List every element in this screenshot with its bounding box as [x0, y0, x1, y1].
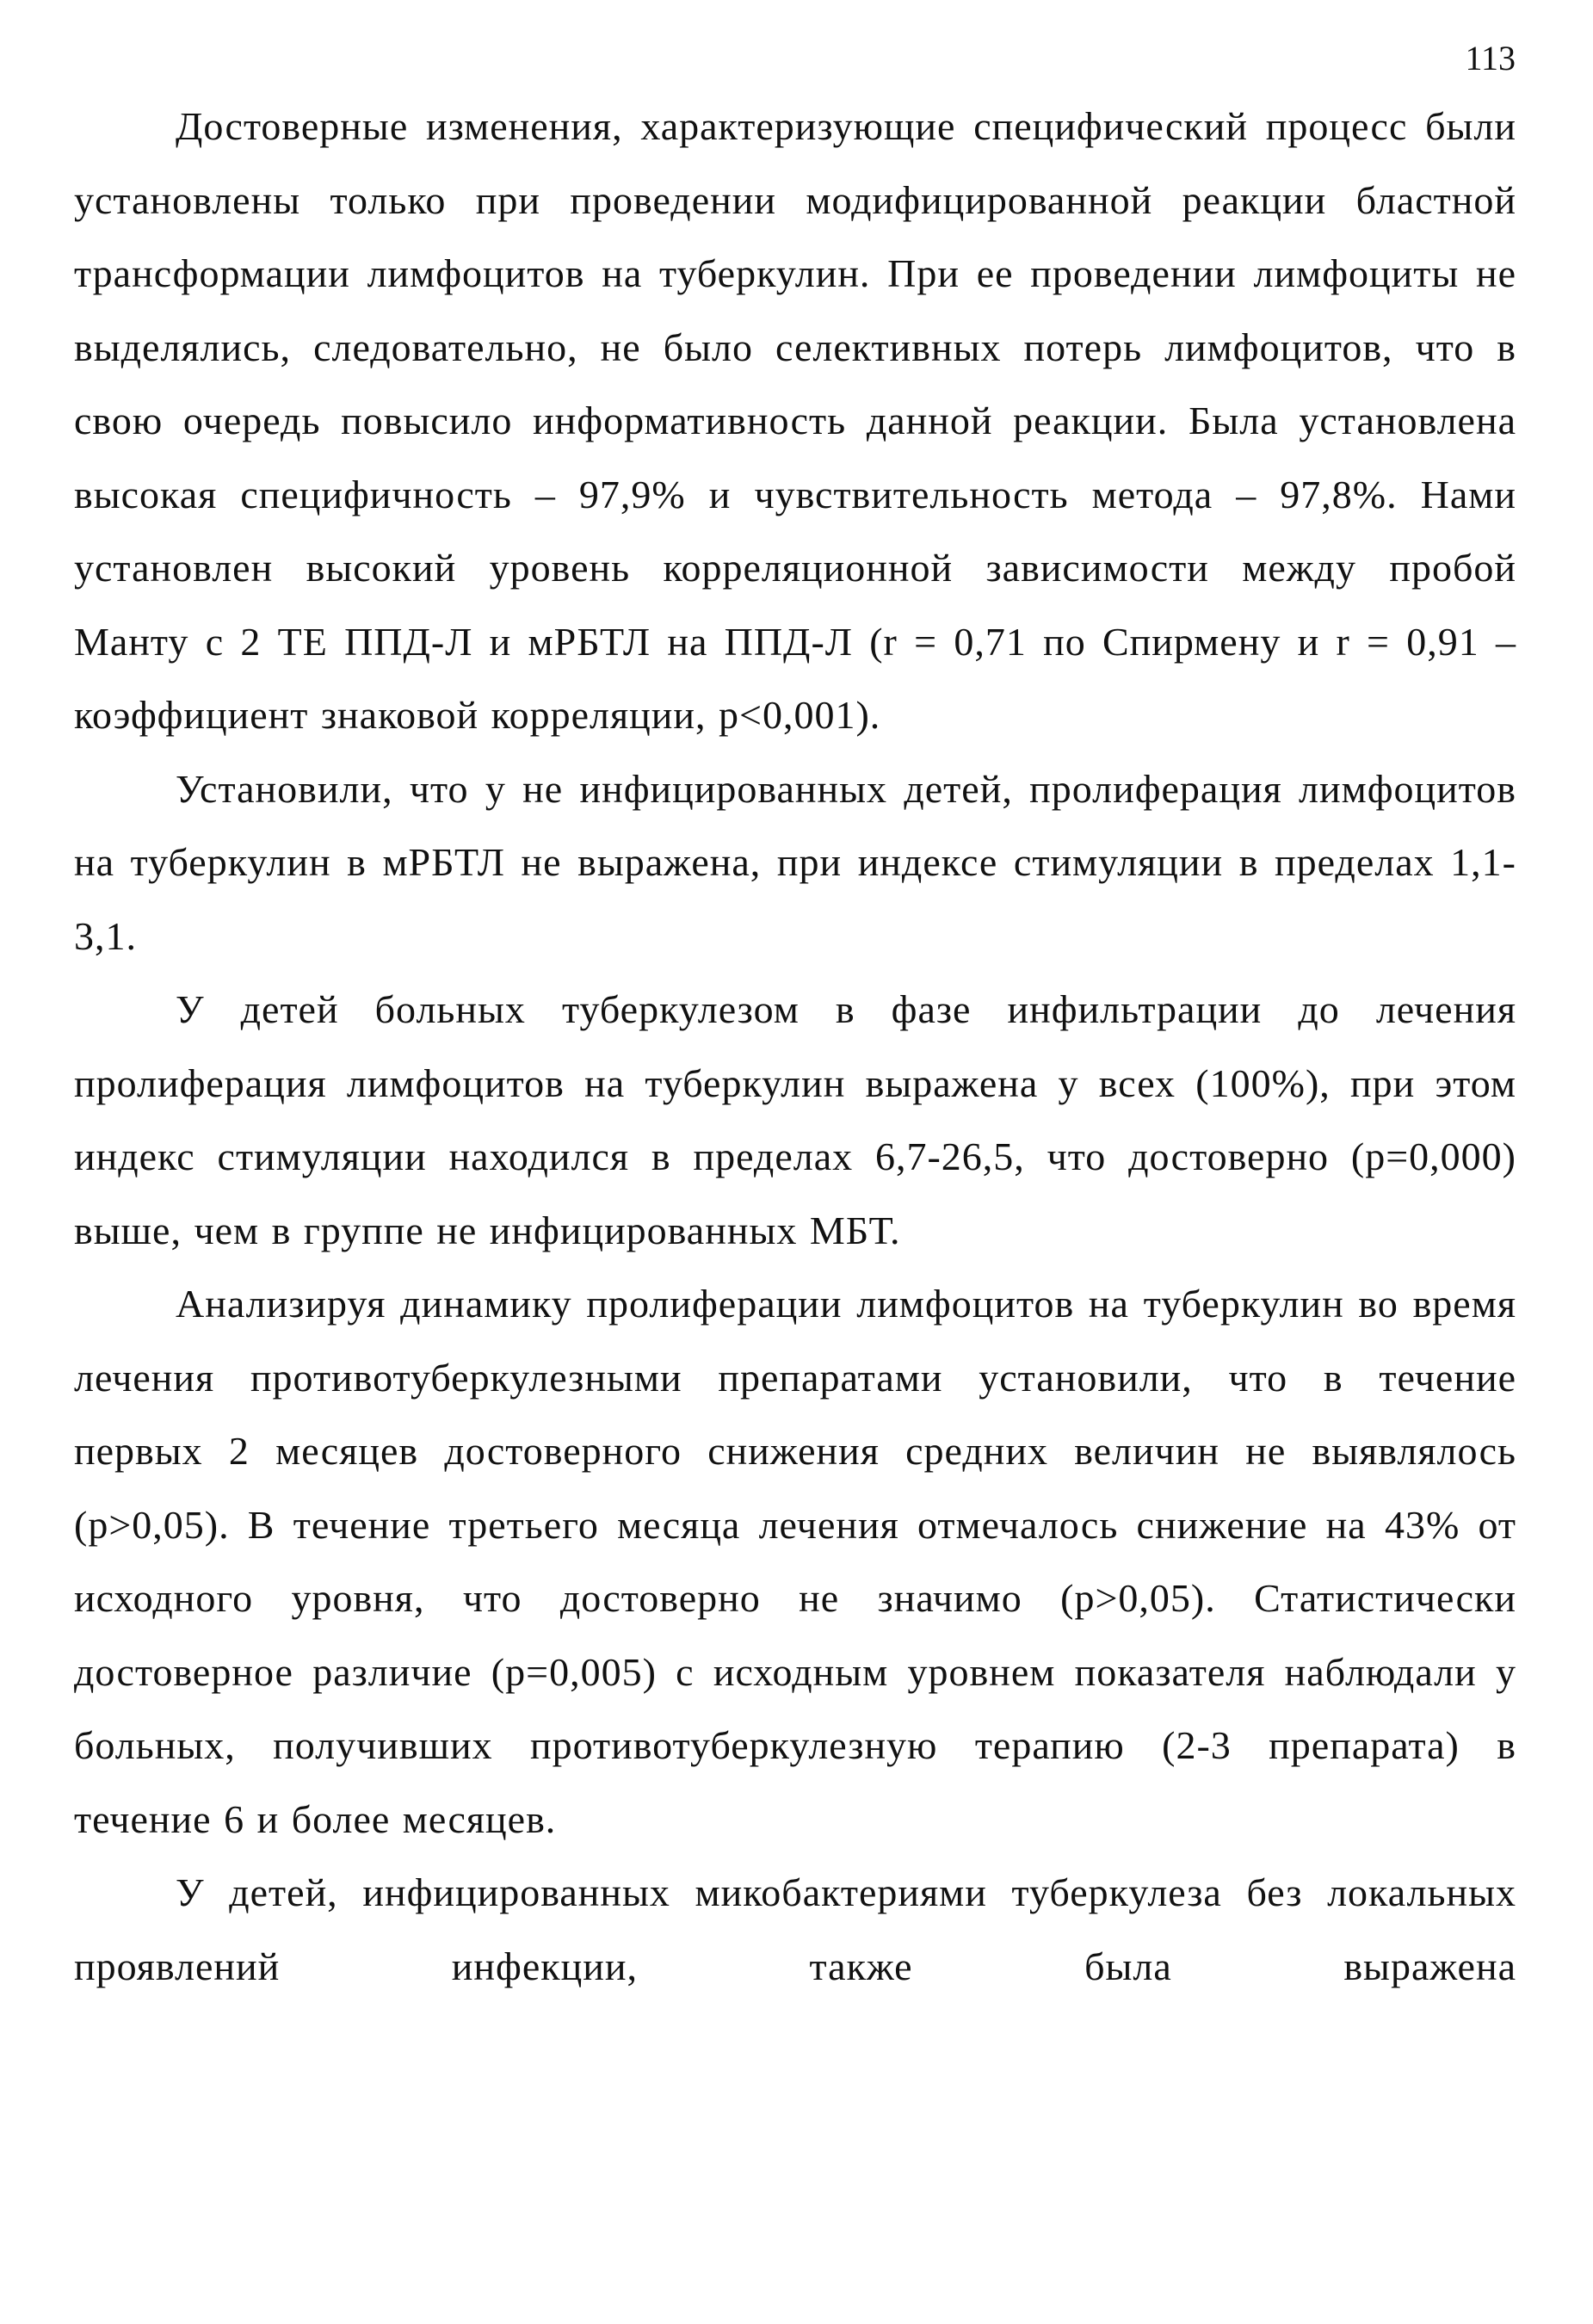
- paragraph-infected-without-lesions: У детей, инфицированных микобактериями туберкулеза без локальных проявлений инфекции, также была выражена: [74, 1870, 1516, 1988]
- paragraph-infiltration-phase: У детей больных туберкулезом в фазе инфильтрации до лечения пролиферация лимфоцитов на туберкулин выражена у всех (100%), при этом индекс стимуляции находился в пределах 6,7-26,5, что достоверно (p=0,000) выше, чем в группе не инфицированных МБТ.: [74, 987, 1516, 1252]
- paragraph-treatment-dynamics: Анализируя динамику пролиферации лимфоцитов на туберкулин во время лечения противотуберкулезными препаратами установили, что в течение первых 2 месяцев достоверного снижения средних величин не выявлялось (p>0,05). В течение третьего месяца лечения отмечалось снижение на 43% от исходного уровня, что достоверно не значимо (p>0,05). Статистически достоверное различие (p=0,005) с исходным уровнем показателя наблюдали у больных, получивших противотуберкулезную терапию (2-3 препарата) в течение 6 и более месяцев.: [74, 1282, 1516, 1841]
- paragraph-uninfected-children: Установили, что у не инфицированных детей, пролиферация лимфоцитов на туберкулин в мРБТЛ не выражена, при индексе стимуляции в пределах 1,1-3,1.: [74, 766, 1516, 958]
- paragraph-specificity: Достоверные изменения, характеризующие специфический процесс были установлены только при проведении модифицированной реакции бластной трансформации лимфоцитов на туберкулин. При ее проведении лимфоциты не выделялись, следовательно, не было селективных потерь лимфоцитов, что в свою очередь повысило информативность данной реакции. Была установлена высокая специфичность – 97,9% и чувствительность метода – 97,8%. Нами установлен высокий уровень корреляционной зависимости между пробой Манту с 2 ТЕ ППД-Л и мРБТЛ на ППД-Л (r = 0,71 по Спирмену и r = 0,91 – коэффициент знаковой корреляции, p<0,001).: [74, 104, 1516, 737]
- body-text: [74, 90, 1516, 2003]
- page-number: 113: [1465, 39, 1516, 77]
